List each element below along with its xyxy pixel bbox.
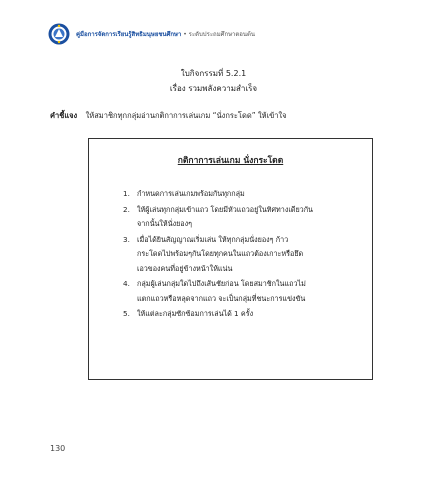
page-header — [48, 22, 255, 46]
organization-logo-icon — [48, 23, 70, 45]
rule-text-line: กลุ่มผู้เล่นกลุ่มใดไปถึงเส้นชัยก่อน โดยสมาชิกในแถวไม่ — [137, 279, 306, 288]
rules-title: กติกาการเล่นเกม นั่งกระโดด — [177, 156, 284, 166]
instructions-text: ให้สมาชิกทุกกลุ่มอ่านกติกาการเล่นเกม “นั่งกระโดด” ให้เข้าใจ — [85, 111, 287, 120]
rule-text-line: ให้ผู้เล่นทุกกลุ่มเข้าแถว โดยมีหัวแถวอยู่ในทิศทางเดียวกัน — [137, 204, 313, 214]
rule-number: 2. — [123, 204, 130, 214]
rule-number: 3. — [123, 234, 130, 244]
rule-text-line: แตกแถวหรือหลุดจากแถว จะเป็นกลุ่มที่ชนะการแข่งขัน — [137, 293, 306, 303]
rules-list — [123, 187, 360, 322]
rule-text-line: จากนั้นให้นั่งยองๆ — [137, 219, 192, 228]
rule-item — [123, 277, 360, 306]
instructions-label: คำชี้แจง — [50, 111, 78, 120]
rule-text-line: กำหนดการเล่นเกมพร้อมกันทุกกลุ่ม — [137, 189, 245, 198]
header-sub-text: ระดับประถมศึกษาตอนต้น — [188, 31, 256, 38]
header-separator: • — [181, 31, 189, 38]
worksheet-subject: เรื่อง รวมพลังความสำเร็จ — [169, 84, 258, 93]
header-main-text: คู่มือการจัดการเรียนรู้สิทธิมนุษยชนศึกษา — [76, 31, 182, 38]
rule-text-line: เมื่อได้ยินสัญญาณเริ่มเล่น ให้ทุกกลุ่มนั่งยองๆ ก้าว — [137, 234, 289, 244]
page-number: 130 — [50, 444, 66, 453]
rule-item — [123, 187, 360, 202]
rule-number: 4. — [123, 279, 130, 288]
worksheet-number: ใบกิจกรรมที่ 5.2.1 — [180, 69, 247, 78]
rule-item — [123, 203, 360, 232]
rules-box — [88, 138, 373, 380]
rule-item — [123, 307, 360, 322]
rule-text-line: กระโดดไปพร้อมๆกันโดยทุกคนในแถวต้องเกาะหรือยึด — [137, 249, 304, 258]
rule-item — [123, 233, 360, 277]
rule-number: 5. — [123, 309, 130, 318]
header-title — [76, 29, 255, 39]
rule-number: 1. — [123, 189, 130, 198]
instructions — [50, 110, 287, 122]
rule-text-line: เอวของคนที่อยู่ข้างหน้าให้แน่น — [137, 263, 233, 273]
rule-text-line: ให้แต่ละกลุ่มซักซ้อมการเล่นได้ 1 ครั้ง — [137, 309, 254, 318]
